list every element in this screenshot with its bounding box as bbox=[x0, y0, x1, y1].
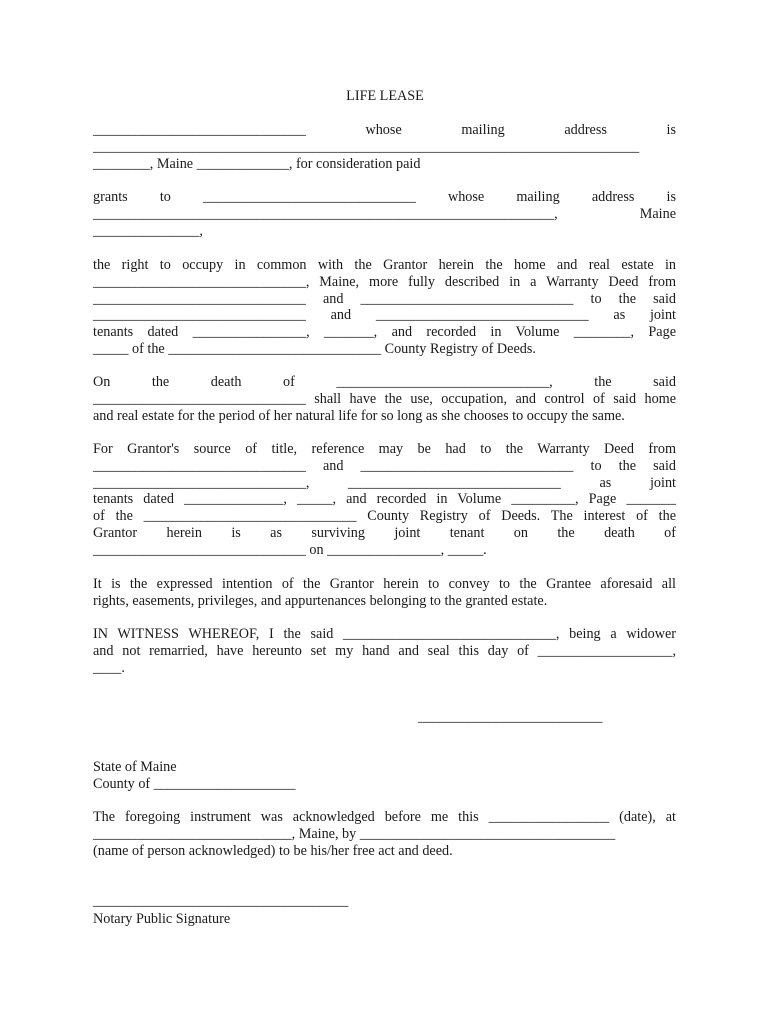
text-line: ________, Maine _____________, for consideration paid bbox=[93, 155, 421, 172]
text-line: (name of person acknowledged) to be his/her free act and deed. bbox=[93, 842, 453, 859]
text-line: ______________________________ shall have the use, occupation, and control of said home bbox=[93, 390, 676, 407]
text-line: On the death of ______________________________, the said bbox=[93, 374, 676, 390]
grantor-paragraph bbox=[93, 122, 676, 172]
text-line: of the ______________________________ County Registry of Deeds. The interest of the bbox=[93, 508, 676, 525]
text-line: IN WITNESS WHEREOF, I the said ______________________________, being a widower bbox=[93, 626, 676, 642]
witness-paragraph bbox=[93, 626, 676, 676]
text-line: It is the expressed intention of the Grantor herein to convey to the Grantee aforesaid all bbox=[93, 576, 676, 592]
source-of-title-paragraph bbox=[93, 441, 676, 559]
text-line: tenants dated ________________, _______, and recorded in Volume ________, Page bbox=[93, 324, 676, 341]
notary-signature-label: Notary Public Signature bbox=[93, 911, 231, 927]
document-title: LIFE LEASE bbox=[346, 88, 424, 104]
grantee-paragraph bbox=[93, 189, 676, 239]
text-line: ____. bbox=[93, 659, 125, 676]
acknowledgment-paragraph bbox=[93, 809, 676, 859]
grantor-signature-line: __________________________ bbox=[418, 709, 603, 725]
text-line: _________________________________________________________________, Maine bbox=[93, 205, 676, 222]
death-paragraph bbox=[93, 374, 676, 424]
text-line: Grantor herein is as surviving joint tenant on the death of bbox=[93, 524, 676, 541]
county-label: County of ____________________ bbox=[93, 775, 296, 792]
text-line: _____________________________________________________________________________ bbox=[93, 138, 640, 155]
text-line: ____________________________, Maine, by ____________________________________ bbox=[93, 825, 616, 842]
text-line: ______________________________, ______________________________ as joint bbox=[93, 474, 676, 491]
text-line: and real estate for the period of her natural life for so long as she chooses to occupy the same. bbox=[93, 407, 625, 424]
notary-signature-line: ____________________________________ bbox=[93, 893, 349, 909]
text-line: ______________________________ and ______________________________ to the said bbox=[93, 290, 676, 307]
text-line: ______________________________ and ______________________________ to the said bbox=[93, 457, 676, 474]
text-line: The foregoing instrument was acknowledged before me this _________________ (date), at bbox=[93, 809, 676, 825]
text-line: ______________________________, Maine, more fully described in a Warranty Deed from bbox=[93, 273, 676, 290]
text-line: rights, easements, privileges, and appurtenances belonging to the granted estate. bbox=[93, 592, 548, 609]
text-line: ______________________________ whose mailing address is bbox=[93, 122, 676, 138]
state-label: State of Maine bbox=[93, 759, 177, 775]
text-line: _______________, bbox=[93, 222, 203, 239]
venue-block bbox=[93, 759, 296, 793]
right-to-occupy-paragraph bbox=[93, 257, 676, 358]
text-line: the right to occupy in common with the Grantor herein the home and real estate in bbox=[93, 257, 676, 273]
intention-paragraph bbox=[93, 576, 676, 610]
text-line: grants to ______________________________ whose mailing address is bbox=[93, 189, 676, 205]
text-line: tenants dated ______________, _____, and recorded in Volume _________, Page _______ bbox=[93, 491, 676, 508]
text-line: _____ of the ______________________________ County Registry of Deeds. bbox=[93, 340, 536, 357]
text-line: ______________________________ on ________________, _____. bbox=[93, 541, 487, 558]
text-line: and not remarried, have hereunto set my hand and seal this day of ___________________, bbox=[93, 642, 676, 659]
text-line: ______________________________ and ______________________________ as joint bbox=[93, 307, 676, 324]
text-line: For Grantor's source of title, reference may be had to the Warranty Deed from bbox=[93, 441, 676, 457]
